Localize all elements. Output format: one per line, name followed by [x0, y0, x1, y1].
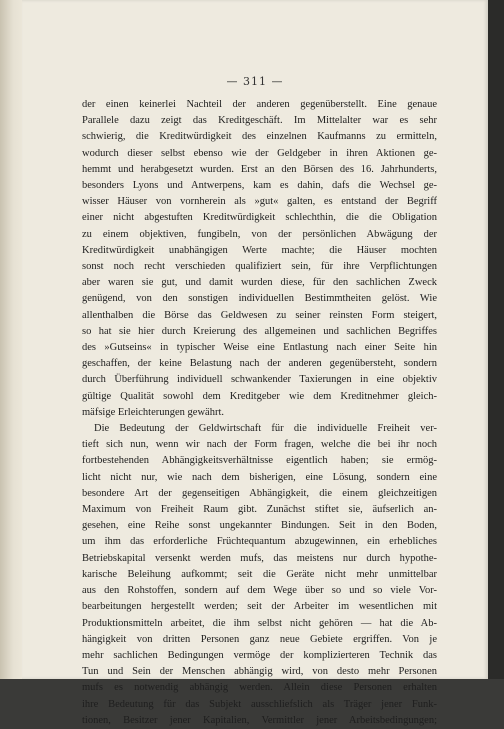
book-gutter [0, 0, 22, 679]
text-line: Betriebskapital versenkt werden mufs, das meistens nur durch hypothe- [82, 552, 437, 564]
text-line: besondere Art der gegenseitigen Abhängigkeit, die einem gleichzeitigen [82, 487, 437, 499]
text-line: Parallele dazu zeigt das Kreditgeschäft. Im Mittelalter war es sehr [82, 115, 437, 127]
text-line: tionen, Besitzer jener Kapitalien, Vermittler jener Arbeitsbedingungen; [82, 714, 437, 726]
text-line: schwierig, die Kreditwürdigkeit des einzelnen Kaufmanns zu ermitteln, [82, 131, 437, 143]
text-line: mehr sachlichen Bedingungen vermöge der komplizierteren Technik das [82, 649, 437, 661]
text-line: Die Bedeutung der Geldwirtschaft für die individuelle Freiheit ver- [94, 423, 437, 435]
body-text [82, 97, 437, 729]
text-line: gültige Qualität sowohl dem Kreditgeber wie dem Kreditnehmer gleich- [82, 390, 437, 402]
text-line: um ihm das erforderliche Früchtequantum abzugewinnen, ein erhebliches [82, 536, 437, 548]
text-line: gesehen, eine Reihe sonst ungekannter Bindungen. Seit in den Boden, [82, 520, 437, 532]
text-line: der einen keinerlei Nachteil der anderen gegenüberstellt. Eine genaue [82, 99, 437, 110]
text-line: Kreditwürdigkeit unabhängigen Werte machte; die Häuser mochten [82, 244, 437, 256]
text-line: genügend, von den sonstigen individuellen Bestimmtheiten gelöst. Wie [82, 293, 437, 305]
text-line: ihre Bedeutung für das Subjekt ausschliefslich als Träger jener Funk- [82, 698, 437, 710]
text-line: zu einem objektiven, fungibeln, von der persönlichen Abwägung der [82, 228, 437, 240]
text-line: sonst noch recht verschieden qualifiziert sein, für ihre Verpflichtungen [82, 261, 437, 273]
text-line: des »Gutseins« in typischer Weise eine Entlastung nach einer Seite hin [82, 342, 437, 354]
text-line: bearbeitungen hergestellt werden; seit der Arbeiter im wesentlichen mit [82, 601, 437, 613]
text-line: einer nicht abgestuften Kreditwürdigkeit schlechthin, die die Obligation [82, 212, 437, 224]
text-line: besonders Lyons und Antwerpens, kam es dahin, dafs die Wechsel ge- [82, 180, 437, 192]
text-line: karische Beleihung aufkommt; seit die Geräte nicht mehr unmittelbar [82, 568, 437, 580]
text-line: mufs es notwendig abhängig werden. Allein diese Personen erhalten [82, 682, 437, 694]
text-line: licht nicht nur, wie nach dem bisherigen, eine Lösung, sondern eine [82, 471, 437, 483]
text-line: Produktionsmitteln arbeitet, die ihm selbst nicht gehören — hat die Ab- [82, 617, 437, 629]
text-line: durch Überführung individuell schwankender Taxierungen in eine objektiv [82, 374, 437, 386]
text-line: geschaffen, der keine Belastung nach der anderen gegenübersteht, sondern [82, 358, 437, 370]
text-line: Tun und Sein der Menschen abhängig wird, von desto mehr Personen [82, 666, 437, 678]
book-page [22, 0, 488, 726]
text-line: fortbestehenden Abhängigkeitsverhältnisse eigentlich haben; sie ermög- [82, 455, 437, 467]
text-line: hängigkeit von dritten Personen ganz neue Gebiete ergriffen. Von je [82, 633, 437, 645]
text-line: aber waren sie gut, und damit wurden diese, für den sachlichen Zweck [82, 277, 437, 289]
text-line: aus den Rohstoffen, sondern auf dem Wege über so und so viele Vor- [82, 585, 437, 597]
text-line: mäfsige Erleichterungen gewährt. [82, 406, 224, 418]
text-line: wisser Häuser von vornherein als »gut« galten, es entstand der Begriff [82, 196, 437, 208]
text-line: Maximum von Freiheit Raum gibt. Zunächst stiftet sie, äufserlich an- [82, 504, 437, 516]
text-line: tieft sich nun, wenn wir nach der Form fragen, welche die bei ihr noch [82, 439, 437, 451]
scan-background-edge [488, 0, 504, 679]
text-line: wodurch dieser selbst ebenso wie der Geldgeber in ihren Aktionen ge- [82, 147, 437, 159]
text-line: allenthalben die Börse das Geldwesen zu seiner reinsten Form steigert, [82, 309, 437, 321]
text-line: so hat sie hier durch Kreierung des allgemeinen und sachlichen Begriffes [82, 325, 437, 337]
text-line: hemmt und herabgesetzt wurden. Erst an den Börsen des 16. Jahrhunderts, [82, 163, 437, 175]
page-number: — 311 — [226, 75, 284, 88]
